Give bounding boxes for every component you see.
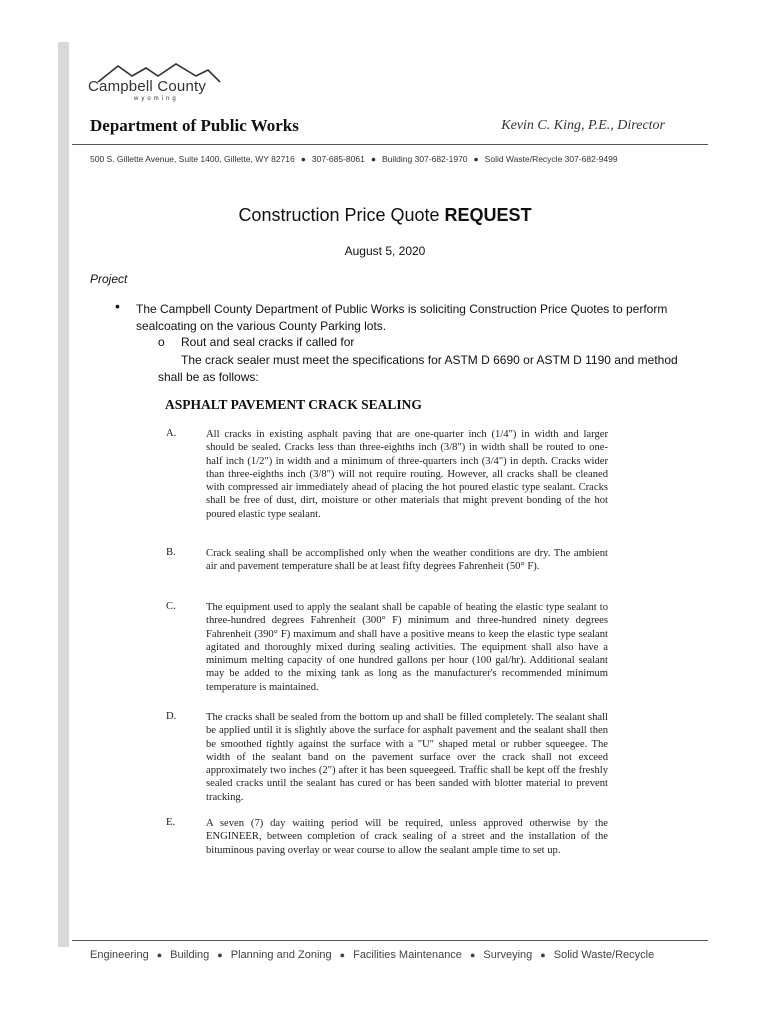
footer-item: Solid Waste/Recycle — [553, 949, 655, 961]
bullet-icon: • — [115, 298, 120, 314]
footer-item: Engineering — [90, 949, 149, 961]
bullet-icon: ● — [540, 950, 546, 960]
bullet-icon: ● — [473, 154, 479, 164]
bullet-icon: ● — [339, 950, 346, 960]
spec-item-letter: D. — [166, 711, 177, 722]
bullet-icon: ● — [370, 154, 376, 164]
spec-item-text: All cracks in existing asphalt paving that are one-quarter inch (1/4") in width and larger should be sealed. Cracks less than three-eighths inch (3/8") in width shall be routed to one-half inch (1/2") in width and a minimum of three-quarters inch (3/4") in depth. Cracks wider than three-eighths inch (3/8") will not require routing. However, all cracks shall be cleaned with compressed air immediately ahead of placing the hot poured elastic type sealant. Cracks shall be free of dust, dirt, moisture or other materials that might prevent bonding of the hot poured elastic type sealant. — [206, 429, 608, 520]
footer-item: Building — [170, 949, 210, 961]
footer-divisions — [90, 949, 654, 961]
spec-item-text: The equipment used to apply the sealant shall be capable of heating the elastic type sealant to three-hundred degrees Fahrenheit (300° F) minimum and three-hundred ninety degrees Fahrenheit (390° F) maximum and shall have a positive means to keep the elastic type sealant agitated and thoroughly mixed during sealing activities. The equipment shall also have a minimum melting capacity of one hundred gallons per hour (100 gal/hr). Additional sealant may be added to the mixing tank as long as the manufacturer's recommended minimum temperature is maintained. — [206, 602, 608, 693]
county-logo — [88, 62, 238, 110]
director-name: Kevin C. King, P.E., Director — [501, 118, 665, 133]
contact-solid-waste: Solid Waste/Recycle 307-682-9499 — [484, 154, 618, 164]
footer-item: Surveying — [483, 949, 533, 961]
bullet-icon: ● — [300, 154, 306, 164]
footer-item: Planning and Zoning — [230, 949, 332, 961]
contact-address: 500 S. Gillette Avenue, Suite 1400, Gillette, WY 82716 — [90, 154, 295, 164]
spec-item-letter: C. — [166, 601, 176, 612]
sub-bullet-marker: o — [158, 335, 165, 349]
contact-phone: 307-685-8061 — [311, 154, 365, 164]
spec-item-text: A seven (7) day waiting period will be required, unless approved otherwise by the ENGINEER, between completion of crack sealing of a street and the installation of the bituminous paving overlay or wear course to allow the sealant ample time to set up. — [206, 818, 608, 856]
bullet-icon: ● — [469, 950, 476, 960]
spec-item-letter: A. — [166, 428, 177, 439]
project-bullet-text: The Campbell County Department of Public Works is soliciting Construction Price Quotes to perform sealcoating on the various County Parking lots. — [136, 302, 668, 333]
title-plain: Construction Price Quote — [238, 205, 440, 225]
document-date: August 5, 2020 — [344, 244, 426, 258]
department-name: Department of Public Works — [90, 116, 299, 135]
spec-item-text: The cracks shall be sealed from the bottom up and shall be filled completely. The sealant shall be applied until it is slightly above the surface for asphalt pavement and the sealant shall then be smoothed tightly against the surface with a "U" shaped metal or rubber squeegee. The width of the sealant band on the pavement surface over the crack shall not exceed approximately two inches (2") after it has been squeegeed. Traffic shall be kept off the freshly sealed cracks until the sealant has cured or has been sanded with blotter material to prevent tracking. — [206, 712, 608, 803]
spec-heading: ASPHALT PAVEMENT CRACK SEALING — [165, 397, 422, 412]
logo-subtitle: wyoming — [134, 96, 179, 102]
project-label: Project — [90, 272, 128, 286]
footer-item: Facilities Maintenance — [353, 949, 462, 961]
spec-item-text: Crack sealing shall be accomplished only when the weather conditions are dry. The ambient air and pavement temperature shall be at least fifty degrees Fahrenheit (50° F). — [206, 548, 608, 573]
spec-item-letter: B. — [166, 547, 176, 558]
spec-item-letter: E. — [166, 817, 176, 828]
contact-line — [90, 154, 618, 164]
bullet-icon: ● — [156, 950, 163, 960]
sub-bullet-text: Rout and seal cracks if called for — [181, 335, 355, 349]
bullet-icon: ● — [217, 950, 223, 960]
document-title — [0, 205, 770, 226]
contact-building: Building 307-682-1970 — [381, 154, 468, 164]
header-rule — [72, 144, 708, 145]
title-bold: REQUEST — [444, 205, 532, 225]
sub-paragraph: The crack sealer must meet the specifications for ASTM D 6690 or ASTM D 1190 and method shall be as follows: — [158, 353, 678, 384]
footer-rule — [72, 940, 708, 941]
logo-name: Campbell County — [88, 78, 207, 95]
left-margin-bar — [58, 42, 69, 947]
